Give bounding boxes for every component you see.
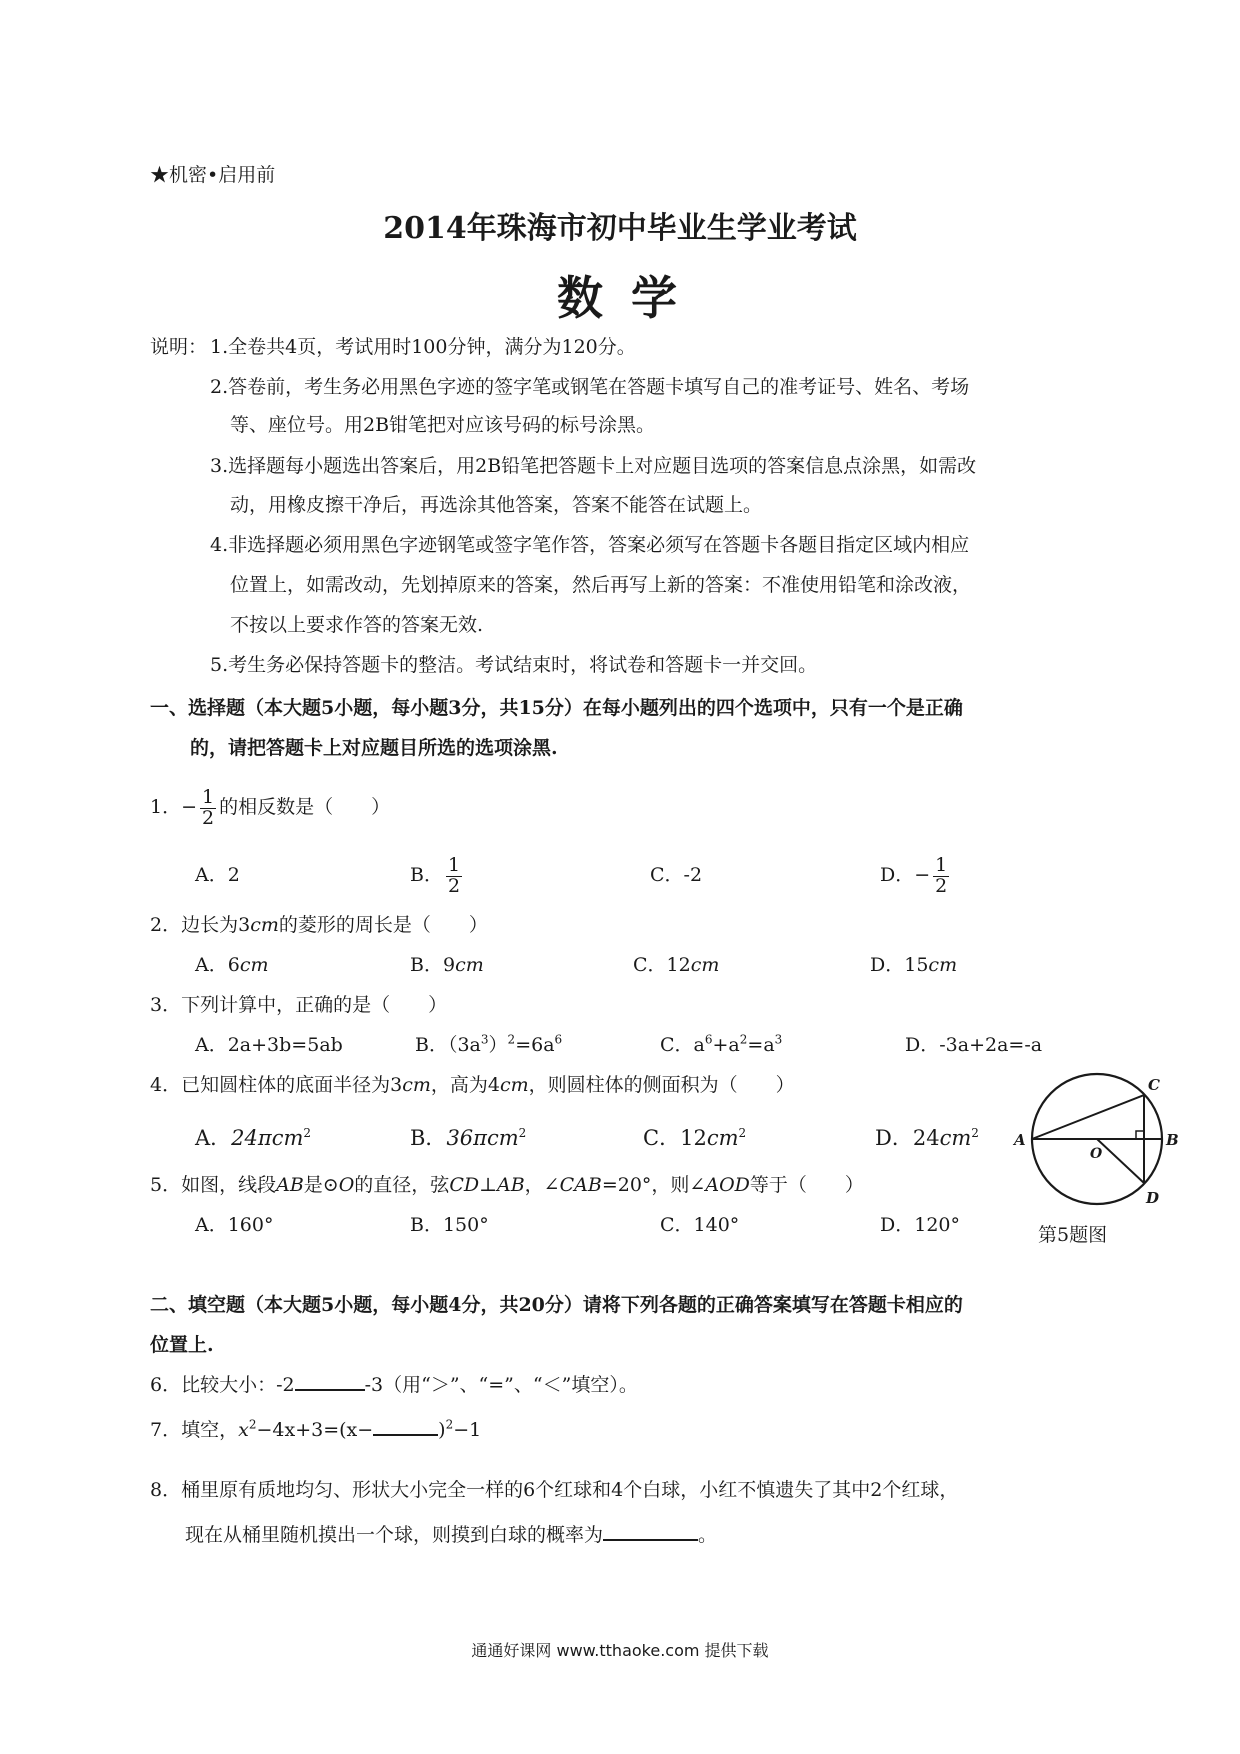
point-label-o: O [1090,1146,1103,1162]
option-a: A．24πcm$^2$ [195,1126,312,1150]
point-label-c: C [1148,1076,1160,1094]
point-label-d: D [1146,1189,1160,1207]
radius-od [1097,1139,1144,1183]
instructions-label: 说明： [150,336,208,358]
option-a: A．6cm [195,954,269,976]
footer-source: 通通好课网 www.tthaoke.com 提供下载 [471,1641,769,1660]
instruction-line: 1.全卷共4页，考试用时100分钟，满分为120分。 [210,336,636,358]
point-label-b: B [1166,1131,1179,1149]
figure-caption: 第5题图 [1038,1224,1108,1246]
option-b: B．9cm [410,954,484,976]
question-8: 8．桶里原有质地均匀、形状大小完全一样的6个红球和4个白球，小红不慎遗失了其中2个红球， [150,1479,959,1501]
option-b: B．$(3a^3)^2=6a^6$ [415,1032,563,1056]
question-number: 8． [150,1479,182,1501]
option-a: A．160° [195,1214,274,1236]
question-4: 4．已知圆柱体的底面半径为3cm，高为4cm，则圆柱体的侧面积为（ ） [150,1074,795,1096]
question-1: 1．− $\frac{1}{2}$ 的相反数是（ ） [150,785,391,829]
question-6: 6．比较大小：-2 -3（用“＞”、“=”、“＜”填空）。 [150,1374,638,1396]
option-b: B． $\frac{1}{2}$ [410,853,461,897]
question-number: 6． [150,1374,182,1396]
circle-diagram [1010,1070,1200,1220]
section2-heading: 二、填空题（本大题5小题，每小题4分，共20分）请将下列各题的正确答案填写在答题卡相应的 [150,1294,963,1316]
instruction-line: 4.非选择题必须用黑色字迹钢笔或签字笔作答，答案必须写在答题卡各题目指定区域内相应 [210,534,970,556]
exam-title: 2014年珠海市初中毕业生学业考试 [383,211,857,246]
answer-blank[interactable] [603,1539,698,1541]
instruction-line: 位置上，如需改动，先划掉原来的答案，然后再写上新的答案：不准使用铅笔和涂改液， [230,574,972,596]
option-a: A．2a+3b=5ab [195,1034,343,1056]
option-d: D．− $\frac{1}{2}$ [880,853,948,897]
subject-title: 数 学 [556,271,683,325]
question-number: 1． [150,796,182,818]
section1-heading: 一、选择题（本大题5小题，每小题3分，共15分）在每小题列出的四个选项中，只有一个是正确 [150,697,963,719]
option-d: D．120° [880,1214,960,1236]
right-angle-mark [1136,1131,1144,1139]
question-2: 2．边长为3cm的菱形的周长是（ ） [150,914,488,936]
option-d: D．$24cm^2$ [875,1126,979,1150]
question-number: 3． [150,994,182,1016]
confidential-mark: ★机密•启用前 [150,164,276,186]
point-label-a: A [1014,1131,1026,1149]
option-b: B．150° [410,1214,489,1236]
option-d: D．-3a+2a=-a [905,1034,1043,1056]
option-c: C．12cm [633,954,720,976]
question-8-cont: 现在从桶里随机摸出一个球，则摸到白球的概率为 。 [185,1524,718,1546]
question-3: 3．下列计算中，正确的是（ ） [150,994,448,1016]
option-c: C．$a^6+a^2=a^3$ [660,1032,783,1056]
option-b: B．36πcm$^2$ [410,1126,527,1150]
section2-heading-cont: 位置上. [150,1334,214,1356]
question-number: 4． [150,1074,182,1096]
option-d: D．15cm [870,954,958,976]
option-c: C．140° [660,1214,740,1236]
option-a: A．2 [195,864,240,886]
instruction-line: 3.选择题每小题选出答案后，用2B铅笔把答题卡上对应题目选项的答案信息点涂黑，如需改 [210,455,977,477]
instruction-line: 等、座位号。用2B钳笔把对应该号码的标号涂黑。 [230,414,656,436]
option-c: C．$12cm^2$ [643,1126,747,1150]
answer-blank[interactable] [295,1389,365,1391]
question-number: 2． [150,914,182,936]
option-c: C．-2 [650,864,703,886]
instruction-line: 动，用橡皮擦干净后，再选涂其他答案，答案不能答在试题上。 [230,494,763,516]
section1-heading-cont: 的，请把答题卡上对应题目所选的选项涂黑. [190,737,558,759]
answer-blank[interactable] [373,1434,438,1436]
instruction-line: 5.考生务必保持答题卡的整洁。考试结束时，将试卷和答题卡一并交回。 [210,654,818,676]
instruction-line: 2.答卷前，考生务必用黑色字迹的签字笔或钢笔在答题卡填写自己的准考证号、姓名、考场 [210,376,970,398]
question-7: 7．填空，$x^2-4x+3=(x- )^2-1$ [150,1417,482,1441]
question-number: 7． [150,1419,182,1441]
question-number: 5． [150,1174,182,1196]
question-5: 5．如图，线段AB是⊙O的直径，弦CD⊥AB，∠CAB=20°，则∠AOD等于（ ） [150,1174,864,1196]
chord-ac [1032,1095,1144,1139]
instruction-line: 不按以上要求作答的答案无效. [230,614,484,636]
